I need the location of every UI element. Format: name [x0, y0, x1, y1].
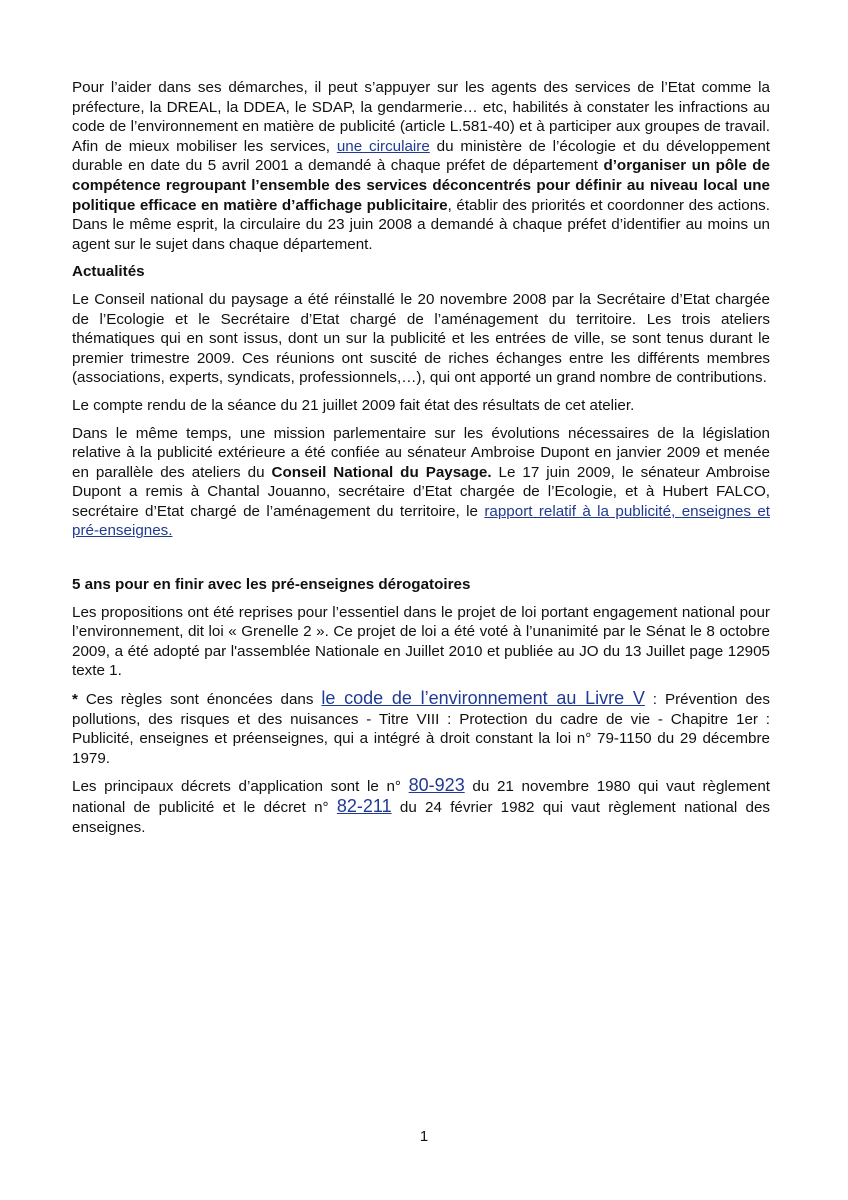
asterisk-marker: * — [72, 691, 86, 709]
paragraph-mission-text-a: Dans le même temps, une mission parlementaire sur les évolutions nécessaires de la législation relative à la publicité extérieure a été confiée au sénateur Ambroise Dupont en janvier 2009 et menée en parallèle des ateliers du — [72, 424, 770, 481]
paragraph-services-text-a: Pour l’aider dans ses démarches, il peut s’appuyer sur les agents des services de l’Etat comme la préfecture, la DREAL, la DDEA, le SDAP, la gendarmerie… etc, habilités à constater les infractions au code de l’environnement en matière de publicité (article L.581-40) et à participer aux groupes de travail. Afin de mieux mobiliser les services, — [72, 79, 770, 155]
document-page — [72, 78, 770, 845]
paragraph-mission-parlementaire — [72, 424, 770, 542]
paragraph-regles — [72, 689, 770, 768]
paragraph-decrets-text-c: du 24 février 1982 qui vaut règlement national des enseignes. — [72, 799, 770, 836]
paragraph-services-text-c: , établir des priorités et coordonner des actions. Dans le même esprit, la circulaire du 23 juin 2008 a demandé à chaque préfet d’identifier au moins un agent sur le sujet dans chaque département. — [72, 196, 770, 253]
decret-80-923-link[interactable]: 80-923 — [408, 775, 465, 796]
paragraph-conseil-national: Le Conseil national du paysage a été réinstallé le 20 novembre 2008 par la Secrétaire d’Etat chargée de l’Ecologie et le Secrétaire d’Etat chargé de l’aménagement du territoire. Les trois ateliers thématiques qui en sont issus, dont un sur la publicité et les entrées de ville, se sont tenus durant le premier trimestre 2009. Ces réunions ont suscité de riches échanges entre les différents membres (associations, experts, syndicats, professionnels,…), qui ont apporté un grand nombre de contributions. — [72, 290, 770, 387]
code-environnement-link[interactable]: le code de l’environnement au Livre V — [321, 688, 645, 709]
page-number: 1 — [419, 1128, 429, 1145]
paragraph-decrets — [72, 776, 770, 837]
section-gap — [72, 549, 770, 575]
paragraph-decrets-text-a: Les principaux décrets d’application sont le n° — [72, 778, 409, 796]
circulaire-link[interactable]: une circulaire — [336, 137, 430, 155]
rapport-link[interactable]: rapport relatif à la publicité, enseignes et pré-enseignes. — [72, 502, 770, 540]
paragraph-mission-text-b: Le 17 juin 2009, le sénateur Ambroise Dupont a remis à Chantal Jouanno, secrétaire d’Etat chargée de l’Ecologie, et à Hubert FALCO, secrétaire d’Etat chargé de l’aménagement du territoire, le — [72, 463, 771, 520]
paragraph-services-text-b: du ministère de l’écologie et du développement durable en date du 5 avril 2001 a demandé à chaque préfet de département — [72, 137, 770, 175]
paragraph-regles-text-a: Ces règles sont énoncées dans — [85, 691, 322, 709]
decret-82-211-link[interactable]: 82-211 — [336, 796, 392, 816]
paragraph-decrets-text-b: du 21 novembre 1980 qui vaut règlement national de publicité et le décret n° — [72, 778, 770, 816]
paragraph-mission-bold: Conseil National du Paysage. — [271, 463, 492, 481]
paragraph-services-bold: d’organiser un pôle de compétence regroupant l’ensemble des services déconcentrés pour définir au niveau local une politique efficace en matière d’affichage publicitaire — [72, 157, 770, 214]
paragraph-regles-text-b: : Prévention des pollutions, des risques et des nuisances - Titre VIII : Protection du cadre de vie - Chapitre 1er : Publicité, enseignes et préenseignes, qui a intégré à droit constant la loi n° 79-1150 du 29 décembre 1979. — [72, 691, 770, 767]
paragraph-compte-rendu: Le compte rendu de la séance du 21 juillet 2009 fait état des résultats de cet atelier. — [72, 396, 635, 414]
paragraph-services — [72, 78, 770, 254]
heading-5-ans: 5 ans pour en finir avec les pré-enseignes dérogatoires — [72, 576, 471, 594]
heading-actualites: Actualités — [72, 263, 145, 281]
paragraph-propositions: Les propositions ont été reprises pour l’essentiel dans le projet de loi portant engagement national pour l’environnement, dit loi « Grenelle 2 ». Ce projet de loi a été voté à l’unanimité par le Sénat le 8 octobre 2009, a été adopté par l'assemblée Nationale en Juillet 2010 et publiée au JO du 13 Juillet page 12905 texte 1. — [72, 603, 770, 680]
